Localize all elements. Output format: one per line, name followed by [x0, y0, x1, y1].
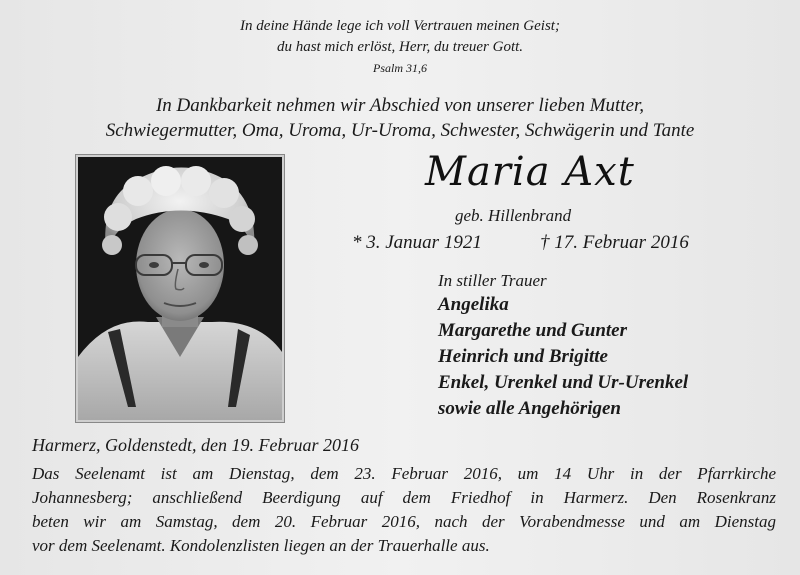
mourner-name: Heinrich und Brigitte — [438, 346, 608, 367]
mourner-name: sowie alle Angehörigen — [438, 398, 621, 419]
verse-line-2: du hast mich erlöst, Herr, du treuer Gott. — [276, 39, 524, 55]
notice-line: vor dem Seelenamt. Kondolenzlisten liegen an der Trauerhalle aus. — [32, 536, 490, 555]
portrait-photo — [76, 155, 284, 422]
mourner-name: Margarethe und Gunter — [438, 320, 627, 341]
birth-date: * 3. Januar 1921 — [352, 232, 482, 253]
death-date: † 17. Februar 2016 — [540, 232, 689, 253]
notice-line: beten wir am Samstag, dem 20. Februar 2016, nach der Vorabendmesse und am Dienstag — [32, 512, 776, 531]
place-and-date: Harmerz, Goldenstedt, den 19. Februar 2016 — [32, 435, 359, 455]
intro-line-2: Schwiegermutter, Oma, Uroma, Ur-Uroma, Schwester, Schwägerin und Tante — [105, 120, 695, 141]
birth-name: geb. Hillenbrand — [455, 206, 572, 225]
intro-line-1: In Dankbarkeit nehmen wir Abschied von unserer lieben Mutter, — [155, 95, 645, 116]
verse-line-1: In deine Hände lege ich voll Vertrauen meinen Geist; — [240, 18, 560, 34]
intro-text — [0, 93, 800, 143]
verse-reference: Psalm 31,6 — [373, 61, 427, 75]
deceased-name: Maria Axt — [425, 149, 635, 195]
notice-line: Das Seelenamt ist am Dienstag, dem 23. Februar 2016, um 14 Uhr in der Pfarrkirche — [32, 464, 776, 483]
mourners-list — [438, 270, 758, 422]
mourner-name: Angelika — [438, 294, 509, 315]
funeral-notice — [32, 462, 776, 558]
notice-line: Johannesberg; anschließend Beerdigung auf dem Friedhof in Harmerz. Den Rosenkranz — [32, 488, 776, 507]
psalm-verse — [0, 16, 800, 78]
mourners-lead: In stiller Trauer — [438, 271, 547, 290]
mourner-name: Enkel, Urenkel und Ur-Urenkel — [438, 372, 689, 393]
